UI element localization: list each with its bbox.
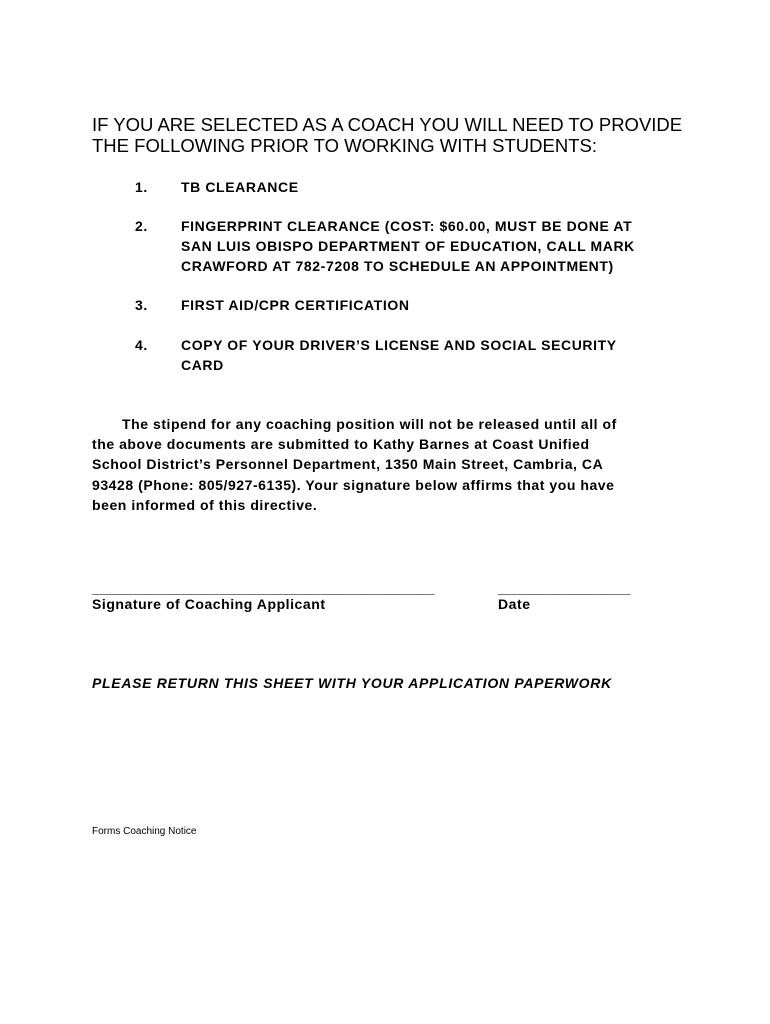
applicant-signature-line: ____________________________________________ (92, 580, 435, 596)
requirement-number: 1. (135, 179, 148, 195)
requirement-text: TB CLEARANCE (181, 179, 299, 195)
requirement-number: 3. (135, 297, 148, 313)
paragraph-line: School District’s Personnel Department, 1350 Main Street, Cambria, CA (92, 456, 604, 473)
date-line: _________________ (498, 580, 631, 596)
paragraph-line: the above documents are submitted to Kathy Barnes at Coast Unified (92, 436, 590, 453)
requirement-text: COPY OF YOUR DRIVER’S LICENSE AND SOCIAL SECURITY CARD (181, 337, 617, 373)
applicant-signature-label: Signature of Coaching Applicant (92, 596, 326, 612)
requirement-text: FIRST AID/CPR CERTIFICATION (181, 297, 410, 313)
requirement-number: 2. (135, 218, 148, 234)
return-instruction: PLEASE RETURN THIS SHEET WITH YOUR APPLICATION PAPERWORK (92, 675, 612, 691)
requirement-number: 4. (135, 337, 148, 353)
stipend-paragraph (92, 414, 692, 515)
paragraph-line: been informed of this directive. (92, 496, 318, 513)
paragraph-line: The stipend for any coaching position will not be released until all of (122, 416, 617, 432)
page-heading (92, 114, 732, 156)
heading-line-2: THE FOLLOWING PRIOR TO WORKING WITH STUDENTS: (92, 135, 598, 156)
requirement-text: FINGERPRINT CLEARANCE (COST: $60.00, MUST BE DONE AT SAN LUIS OBISPO DEPARTMENT OF EDUCATION, CALL MARK CRAWFORD AT 782-7208 TO SCHEDULE AN APPOINTMENT) (181, 218, 635, 274)
date-label: Date (498, 596, 531, 612)
heading-line-1: IF YOU ARE SELECTED AS A COACH YOU WILL NEED TO PROVIDE (92, 114, 683, 135)
footer-text: Forms Coaching Notice (92, 826, 197, 837)
paragraph-line: 93428 (Phone: 805/927-6135). Your signature below affirms that you have (92, 476, 615, 493)
